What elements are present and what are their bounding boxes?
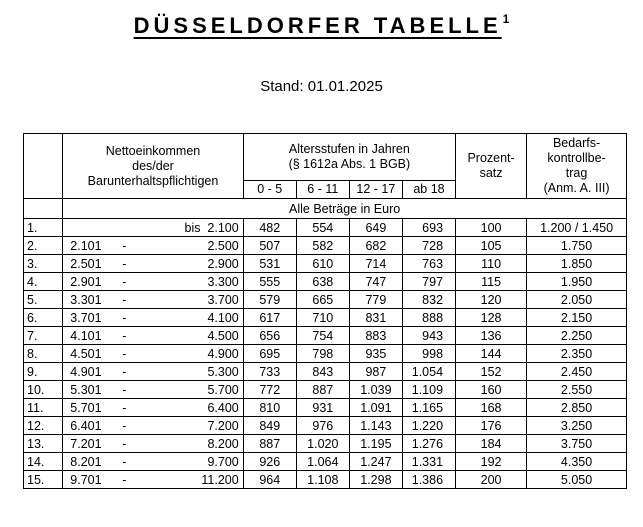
row-number: 5.: [24, 291, 63, 309]
unit-row-spacer: [24, 199, 63, 219]
income-to: 11.200: [201, 472, 239, 487]
income-from: 7.201: [70, 436, 102, 451]
income-range: [63, 435, 243, 453]
income-to: 2.900: [207, 256, 239, 271]
income-from: 5.701: [70, 400, 102, 415]
amount-age-12-17: 1.039: [349, 381, 402, 399]
table-row: [24, 435, 627, 453]
bedarfskontrollbetrag: 2.450: [527, 363, 627, 381]
amount-age-0-5: 656: [243, 327, 296, 345]
header-alters-line1: Altersstufen in Jahren: [288, 142, 410, 156]
bedarfskontrollbetrag: 3.750: [527, 435, 627, 453]
percentage: 184: [456, 435, 527, 453]
row-number: 3.: [24, 255, 63, 273]
title-text: DÜSSELDORFER TABELLE: [133, 13, 502, 38]
header-netto-line3: Barunterhaltspflichtigen: [87, 173, 219, 188]
income-range: [63, 417, 243, 435]
bedarfskontrollbetrag: 5.050: [527, 471, 627, 489]
amount-age-6-11: 638: [296, 273, 349, 291]
bedarfskontrollbetrag: 2.250: [527, 327, 627, 345]
amount-age-6-11: 1.064: [296, 453, 349, 471]
income-from: 2.501: [70, 256, 102, 271]
row-number: 6.: [24, 309, 63, 327]
header-netto-line1: Nettoeinkommen: [105, 143, 201, 158]
income-range: [63, 345, 243, 363]
row-number: 14.: [24, 453, 63, 471]
income-from: 8.201: [70, 454, 102, 469]
amount-age-0-5: 531: [243, 255, 296, 273]
amount-age-18: 1.276: [402, 435, 455, 453]
income-to: 5.700: [207, 382, 239, 397]
income-dash: -: [122, 292, 127, 307]
bedarfskontrollbetrag: 1.750: [527, 237, 627, 255]
percentage: 100: [456, 219, 527, 237]
table-row: [24, 219, 627, 237]
header-age-1: 6 - 11: [296, 181, 349, 199]
row-number: 12.: [24, 417, 63, 435]
header-age-2: 12 - 17: [349, 181, 402, 199]
income-range: [63, 471, 243, 489]
bedarfskontrollbetrag: 2.350: [527, 345, 627, 363]
income-to: 7.200: [207, 418, 239, 433]
income-from: 2.901: [70, 274, 102, 289]
income-dash: -: [122, 256, 127, 271]
amount-age-0-5: 926: [243, 453, 296, 471]
row-number: 1.: [24, 219, 63, 237]
income-dash: -: [122, 274, 127, 289]
income-from: 3.301: [70, 292, 102, 307]
amount-age-12-17: 682: [349, 237, 402, 255]
amount-age-12-17: 747: [349, 273, 402, 291]
income-dash: -: [122, 238, 127, 253]
percentage: 136: [456, 327, 527, 345]
title-footnote: 1: [502, 12, 510, 26]
percentage: 176: [456, 417, 527, 435]
amount-age-18: 1.109: [402, 381, 455, 399]
amount-age-6-11: 710: [296, 309, 349, 327]
header-nr: [24, 134, 63, 199]
percentage: 200: [456, 471, 527, 489]
income-to: 5.300: [207, 364, 239, 379]
table-row: [24, 453, 627, 471]
income-from: 4.501: [70, 346, 102, 361]
header-alters-line2: (§ 1612a Abs. 1 BGB): [288, 157, 411, 171]
amount-age-12-17: 1.143: [349, 417, 402, 435]
income-to: 9.700: [207, 454, 239, 469]
amount-age-12-17: 987: [349, 363, 402, 381]
bedarfskontrollbetrag: 2.850: [527, 399, 627, 417]
table-row: [24, 291, 627, 309]
income-dash: -: [122, 436, 127, 451]
amount-age-0-5: 964: [243, 471, 296, 489]
amount-age-18: 763: [402, 255, 455, 273]
income-dash: -: [122, 364, 127, 379]
table-row: [24, 345, 627, 363]
percentage: 152: [456, 363, 527, 381]
row-number: 9.: [24, 363, 63, 381]
percentage: 128: [456, 309, 527, 327]
page-title: [0, 12, 643, 39]
stand-date: Stand: 01.01.2025: [260, 78, 383, 95]
amount-age-18: 1.054: [402, 363, 455, 381]
percentage: 160: [456, 381, 527, 399]
amount-age-12-17: 1.247: [349, 453, 402, 471]
row-number: 7.: [24, 327, 63, 345]
header-bedarf-line4: (Anm. A. III): [543, 181, 610, 195]
amount-age-0-5: 695: [243, 345, 296, 363]
amount-age-6-11: 665: [296, 291, 349, 309]
amount-age-12-17: 714: [349, 255, 402, 273]
header-netto: [63, 134, 243, 199]
income-dash: -: [122, 400, 127, 415]
bedarfskontrollbetrag: 1.850: [527, 255, 627, 273]
table-row: [24, 471, 627, 489]
header-netto-line2: des/der: [132, 158, 174, 173]
income-from: 4.101: [70, 328, 102, 343]
amount-age-18: 998: [402, 345, 455, 363]
income-dash: -: [122, 310, 127, 325]
amount-age-12-17: 1.298: [349, 471, 402, 489]
percentage: 144: [456, 345, 527, 363]
amount-age-0-5: 507: [243, 237, 296, 255]
amount-age-6-11: 610: [296, 255, 349, 273]
amount-age-6-11: 1.108: [296, 471, 349, 489]
header-altersstufen: [243, 134, 455, 181]
header-age-3: ab 18: [402, 181, 455, 199]
amount-age-18: 1.331: [402, 453, 455, 471]
income-from: 9.701: [70, 472, 102, 487]
income-to: 2.500: [207, 238, 239, 253]
row-number: 10.: [24, 381, 63, 399]
bedarfskontrollbetrag: 2.050: [527, 291, 627, 309]
amount-age-0-5: 887: [243, 435, 296, 453]
duesseldorfer-table: [23, 133, 627, 489]
header-bedarfskontrollbetrag: [527, 134, 627, 199]
amount-age-6-11: 754: [296, 327, 349, 345]
bedarfskontrollbetrag: 2.550: [527, 381, 627, 399]
amount-age-0-5: 810: [243, 399, 296, 417]
income-range: [63, 363, 243, 381]
amount-age-0-5: 772: [243, 381, 296, 399]
income-to: 6.400: [207, 400, 239, 415]
amount-age-18: 888: [402, 309, 455, 327]
amount-age-18: 693: [402, 219, 455, 237]
income-to: 4.100: [207, 310, 239, 325]
row-number: 2.: [24, 237, 63, 255]
income-from: 4.901: [70, 364, 102, 379]
income-range: [63, 237, 243, 255]
amount-age-6-11: 887: [296, 381, 349, 399]
amount-age-18: 832: [402, 291, 455, 309]
amount-age-6-11: 931: [296, 399, 349, 417]
unit-note: Alle Beträge in Euro: [63, 199, 627, 219]
income-from: 3.701: [70, 310, 102, 325]
amount-age-0-5: 849: [243, 417, 296, 435]
income-to: bis 2.100: [184, 220, 239, 235]
amount-age-6-11: 976: [296, 417, 349, 435]
amount-age-6-11: 582: [296, 237, 349, 255]
amount-age-6-11: 554: [296, 219, 349, 237]
percentage: 192: [456, 453, 527, 471]
amount-age-12-17: 1.195: [349, 435, 402, 453]
header-age-0: 0 - 5: [243, 181, 296, 199]
bedarfskontrollbetrag: 4.350: [527, 453, 627, 471]
table-row: [24, 255, 627, 273]
income-from: 5.301: [70, 382, 102, 397]
income-dash: -: [122, 346, 127, 361]
header-bedarf-line2: kontrollbe-: [547, 151, 606, 165]
percentage: 120: [456, 291, 527, 309]
bedarfskontrollbetrag: 2.150: [527, 309, 627, 327]
table-row: [24, 417, 627, 435]
amount-age-0-5: 555: [243, 273, 296, 291]
row-number: 8.: [24, 345, 63, 363]
header-bedarf-line3: trag: [565, 166, 588, 180]
row-number: 11.: [24, 399, 63, 417]
income-dash: -: [122, 418, 127, 433]
income-dash: -: [122, 472, 127, 487]
income-range: [63, 453, 243, 471]
table-row: [24, 363, 627, 381]
row-number: 15.: [24, 471, 63, 489]
income-dash: -: [122, 382, 127, 397]
amount-age-12-17: 779: [349, 291, 402, 309]
header-prozent-line1: Prozent-: [467, 151, 515, 165]
percentage: 105: [456, 237, 527, 255]
table-row: [24, 381, 627, 399]
amount-age-0-5: 617: [243, 309, 296, 327]
income-range: [63, 219, 243, 237]
income-to: 3.300: [207, 274, 239, 289]
amount-age-6-11: 843: [296, 363, 349, 381]
table-row: [24, 309, 627, 327]
amount-age-18: 943: [402, 327, 455, 345]
percentage: 110: [456, 255, 527, 273]
amount-age-12-17: 649: [349, 219, 402, 237]
bedarfskontrollbetrag: 1.950: [527, 273, 627, 291]
income-range: [63, 273, 243, 291]
amount-age-18: 1.386: [402, 471, 455, 489]
income-range: [63, 381, 243, 399]
bedarfskontrollbetrag: 3.250: [527, 417, 627, 435]
amount-age-6-11: 798: [296, 345, 349, 363]
amount-age-18: 1.220: [402, 417, 455, 435]
amount-age-0-5: 733: [243, 363, 296, 381]
income-from: 2.101: [70, 238, 102, 253]
header-bedarf-line1: Bedarfs-: [552, 136, 601, 150]
amount-age-6-11: 1.020: [296, 435, 349, 453]
income-range: [63, 255, 243, 273]
income-range: [63, 309, 243, 327]
amount-age-12-17: 883: [349, 327, 402, 345]
income-range: [63, 291, 243, 309]
amount-age-12-17: 1.091: [349, 399, 402, 417]
table-row: [24, 237, 627, 255]
row-number: 4.: [24, 273, 63, 291]
header-prozentsatz: [456, 134, 527, 199]
amount-age-18: 728: [402, 237, 455, 255]
amount-age-0-5: 482: [243, 219, 296, 237]
amount-age-12-17: 831: [349, 309, 402, 327]
percentage: 115: [456, 273, 527, 291]
amount-age-18: 797: [402, 273, 455, 291]
income-to: 4.500: [207, 328, 239, 343]
table-row: [24, 327, 627, 345]
amount-age-0-5: 579: [243, 291, 296, 309]
income-dash: -: [122, 328, 127, 343]
table-row: [24, 273, 627, 291]
income-to: 8.200: [207, 436, 239, 451]
row-number: 13.: [24, 435, 63, 453]
percentage: 168: [456, 399, 527, 417]
table-row: [24, 399, 627, 417]
bedarfskontrollbetrag: 1.200 / 1.450: [527, 219, 627, 237]
income-dash: -: [122, 454, 127, 469]
income-range: [63, 399, 243, 417]
amount-age-18: 1.165: [402, 399, 455, 417]
income-to: 3.700: [207, 292, 239, 307]
income-from: 6.401: [70, 418, 102, 433]
income-range: [63, 327, 243, 345]
header-prozent-line2: satz: [479, 166, 503, 180]
amount-age-12-17: 935: [349, 345, 402, 363]
income-to: 4.900: [207, 346, 239, 361]
